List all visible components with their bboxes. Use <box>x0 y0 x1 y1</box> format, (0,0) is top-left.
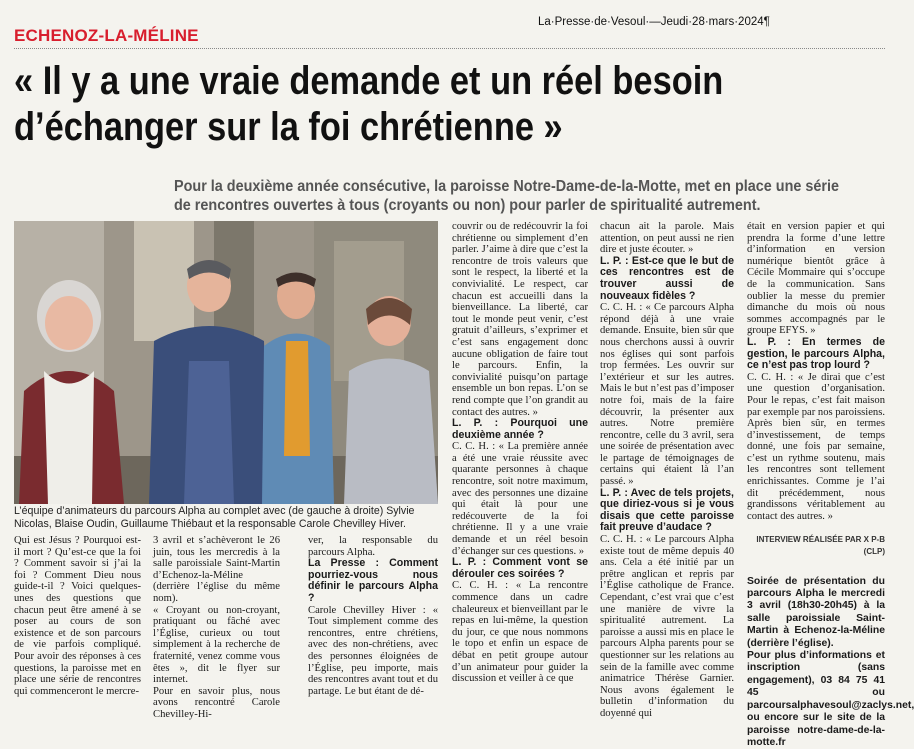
body-paragraph: C. C. H. : « La première année a été une vraie réussite avec quarante personnes à chaque rencontre, soit notre maximum, avec des personnes une dizaine qui était là pour une redécouverte de la foi chrétienne. Il y a une vraie demande et un réel besoin d’échanger sur ces questions. » <box>452 441 588 557</box>
interview-question: L. P. : Comment vont se dérouler ces soirées ? <box>452 556 588 580</box>
interview-question: L. P. : En termes de gestion, le parcours Alpha, ce n’est pas trop lourd ? <box>747 335 885 372</box>
body-paragraph: C. C. H. : « Ce parcours Alpha répond déjà à une vraie demande. Ensuite, bien sûr que nous cherchons aussi à ouvrir nos églises qui sont parfois trop fermées. Les ouvrir sur l’extérieur et sur les autres. Mais le but n’est pas d’imposer notre foi, mais de la faire découvrir, la présenter aux autres. Notre première rencontre, celle du 3 avril, sera une soirée de présentation avec le partage de témoignages de certains qui étaient là l’an passé. » <box>600 302 734 488</box>
column-3 <box>308 535 438 697</box>
body-paragraph: C. C. H. : « Le parcours Alpha existe tout de même depuis 40 ans. Cela a été initié par un prêtre anglican et repris par l’Église catholique de France. Cependant, c’est vrai que c’est une manière de vivre la spiritualité autrement. La paroisse a aussi mis en place le parcours Alpha parents pour se questionner sur les relations au sein de la famille avec comme animatrice Thérèse Garnier. Nous avons également le bulletin d’information du doyenné qui <box>600 534 734 719</box>
body-paragraph: Qui est Jésus ? Pourquoi est-il mort ? Qu’est-ce que la foi ? Comment savoir si j’ai la foi ? Comment Dieu nous guide-t-il ? Voici quelques-unes des questions que chacun peut être amené à se poser au cours de son existence et de son parcours de vie parfois compliqué. Pour avoir des réponses à ces questions, la paroisse met en place une série de rencontres qui commenceront le mercre- <box>14 535 141 697</box>
interview-credit: INTERVIEW RÉALISÉE PAR X P-B (CLP) <box>756 535 885 557</box>
interview-question: L. P. : Avec de tels projets, que diriez-vous si je vous disais que cette paroisse fait preuve d’audace ? <box>600 486 734 534</box>
body-paragraph: Pour en savoir plus, nous avons rencontré Carole Chevilley-Hi- <box>153 685 280 720</box>
interview-question: L. P. : Pourquoi une deuxième année ? <box>452 417 588 441</box>
column-5 <box>600 221 734 719</box>
headline <box>14 58 762 150</box>
body-paragraph: chacun ait la parole. Mais attention, on peut aussi ne rien dire et juste écouter. » <box>600 221 734 256</box>
column-4 <box>452 221 588 685</box>
column-6 <box>747 221 914 748</box>
headline-line-1: « Il y a une vraie demande et un réel besoin <box>14 59 724 103</box>
masthead: La·Presse·de·Vesoul·—Jeudi·28·mars·2024¶ <box>538 16 770 28</box>
body-paragraph: ver, la responsable du parcours Alpha. <box>308 535 438 558</box>
column-1 <box>14 535 141 697</box>
column-2 <box>153 535 280 720</box>
info-box-event: Soirée de présentation du parcours Alpha le mercredi 3 avril (18h30-20h45) à la salle paroissiale Saint-Martin à Echenoz-la-Méline (derrière l’église). <box>747 575 885 649</box>
body-paragraph: était en version papier et qui prendra la forme d’une lettre d’information en version numérique bientôt grâce à Cécile Mommaire qui s’occupe de la communication. Sans oublier la messe du premier dimanche du mois où nous sommes accompagnés par le groupe EFYS. » <box>747 221 885 337</box>
body-paragraph: C. C. H. : « Je dirai que c’est une question d’organisation. Pour le repas, c’est fait maison par exemple par nos paroissiens. Après bien sûr, en termes d’investissement, de temps donné, une fois par semaine, c’est un rythme soutenu, mais les rencontres sont tellement enrichissantes. Comme je l’ai dit précédemment, nous grandissons véritablement au contact des autres. » <box>747 371 885 522</box>
interview-question: L. P. : Est-ce que le but de ces rencontres est de trouver aussi de nouveaux fidèles ? <box>600 254 734 302</box>
interview-question: La Presse : Comment pourriez-vous nous définir le parcours Alpha ? <box>308 557 438 604</box>
team-photo <box>14 221 438 504</box>
body-paragraph: 3 avril et s’achèveront le 26 juin, tous les mercredis à la salle paroissiale Saint-Martin d’Echenoz-la-Méline (derrière l’église du même nom). <box>153 535 280 604</box>
info-box-contact: Pour plus d’informations et inscription (sans engagement), 03 84 75 41 45 ou parcoursalphavesoul@zaclys.net, ou encore sur le site de la paroisse notre-dame-de-la-motte.fr <box>747 650 914 748</box>
body-paragraph: Carole Chevilley Hiver : « Tout simplement comme des rencontres, entre chrétiens, avec des non-chrétiens, avec des personnes éloignées de l’Église, peu importe, mais des rencontres avant tout et du partage. Le but étant de dé- <box>308 604 438 697</box>
headline-line-2: d’échanger sur la foi chrétienne » <box>14 105 563 149</box>
team-photo-illustration <box>14 221 438 504</box>
photo-caption: L’équipe d’animateurs du parcours Alpha au complet avec (de gauche à droite) Sylvie Nicolas, Blaise Oudin, Guillaume Thiébaut et la responsable Carole Chevilley Hiver. <box>14 505 415 530</box>
body-paragraph: « Croyant ou non-croyant, pratiquant ou fâché avec l’Église, curieux ou tout simplement à la recherche de fraternité, venez comme vous êtes », dit le flyer sur internet. <box>153 604 280 686</box>
lead-paragraph: Pour la deuxième année consécutive, la paroisse Notre-Dame-de-la-Motte, met en place une série de rencontres ouvertes à tous (croyants ou non) pour parler de spiritualité autrement. <box>174 178 840 214</box>
top-rule <box>14 48 885 49</box>
section-label: ECHENOZ-LA-MÉLINE <box>14 26 199 45</box>
body-paragraph: couvrir ou de redécouvrir la foi chrétienne ou simplement d’en parler. J’aime à dire que c’est la rencontre de trois valeurs que sont le respect, la liberté et la convivialité. Le respect, car chacun est accueilli dans la bienveillance. La liberté, car tout le monde peut venir, c’est gratuit d’ailleurs, s’exprimer et c’est sans engagement donc aucune obligation de faire tout le parcours. Enfin, la convivialité puisqu’on partage ensemble un bon repas. L’on se rend compte que l’on grandit au contact des autres. » <box>452 221 588 418</box>
body-paragraph: C. C. H. : « La rencontre commence dans un cadre chaleureux et bienveillant par le repas en lui-même, la question du jour, ce que nous nommons le topo et enfin un espace de débat en petit groupe autour d’un animateur pour guider la discussion et veiller à ce que <box>452 580 588 685</box>
